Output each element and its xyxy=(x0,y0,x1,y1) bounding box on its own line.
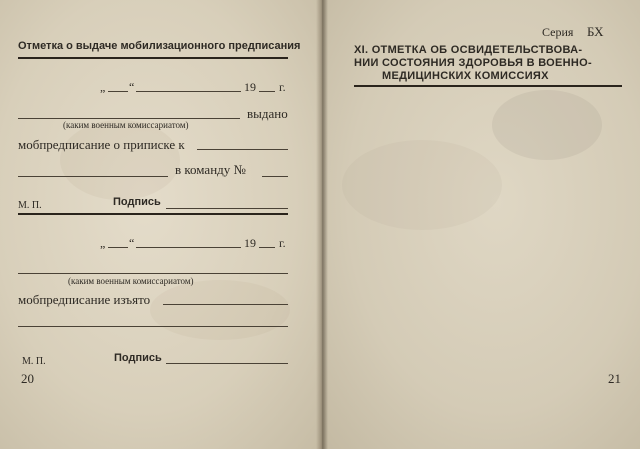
issue-date-quote-close: “ xyxy=(129,80,135,94)
title-underline xyxy=(18,57,288,59)
issue-date-quote-open: „ xyxy=(100,80,106,94)
withdraw-year-line xyxy=(259,247,275,248)
issue-stamp-place: М. П. xyxy=(18,200,42,211)
team-number-blank xyxy=(262,176,288,177)
withdraw-month-line xyxy=(136,247,241,248)
withdraw-signature-label: Подпись xyxy=(114,352,162,364)
withdraw-date-quote-open: „ xyxy=(100,236,106,250)
withdraw-year-suffix: г. xyxy=(279,236,286,250)
order-assignment-line: мобпредписание о приписке к xyxy=(18,137,185,152)
section-heading-line3: МЕДИЦИНСКИХ КОМИССИЯХ xyxy=(382,70,549,82)
series-value: БХ xyxy=(587,24,604,39)
withdraw-commissariat-line xyxy=(18,273,288,274)
order-assignment-blank xyxy=(197,149,288,150)
withdraw-commissariat-caption: (каким военным комиссариатом) xyxy=(68,276,194,286)
heading-underline xyxy=(354,85,622,87)
issue-year-suffix: г. xyxy=(279,80,286,94)
right-page-number: 21 xyxy=(608,371,621,386)
team-label: в команду № xyxy=(175,162,246,177)
issue-year-line xyxy=(259,91,275,92)
section-heading-line1: XI. ОТМЕТКА ОБ ОСВИДЕТЕЛЬСТВОВА- xyxy=(354,44,583,56)
issue-signature-label: Подпись xyxy=(113,196,161,208)
right-page xyxy=(322,0,640,449)
left-page-number: 20 xyxy=(21,371,34,386)
issue-signature-line xyxy=(166,208,288,209)
withdrawn-continuation-blank xyxy=(18,326,288,327)
issue-month-line xyxy=(136,91,241,92)
issue-year-prefix: 19 xyxy=(244,80,256,94)
withdraw-date-quote-close: “ xyxy=(129,236,135,250)
issue-commissariat-line xyxy=(18,118,240,119)
issue-day-line xyxy=(108,91,128,92)
section-heading-line2: НИИ СОСТОЯНИЯ ЗДОРОВЬЯ В ВОЕННО- xyxy=(354,57,592,69)
withdraw-day-line xyxy=(108,247,128,248)
withdraw-signature-line xyxy=(166,363,288,364)
series-label: Серия xyxy=(542,25,574,39)
withdraw-stamp-place: М. П. xyxy=(22,356,46,367)
withdrawn-line: мобпредписание изъято xyxy=(18,292,151,307)
book-gutter xyxy=(316,0,328,449)
withdrawn-blank xyxy=(163,304,288,305)
order-continuation-blank xyxy=(18,176,168,177)
issue-commissariat-caption: (каким военным комиссариатом) xyxy=(63,120,189,130)
issued-label: выдано xyxy=(247,106,288,121)
left-page-title: Отметка о выдаче мобилизационного предписания xyxy=(18,40,301,52)
withdraw-year-prefix: 19 xyxy=(244,236,256,250)
section-divider xyxy=(18,213,288,215)
